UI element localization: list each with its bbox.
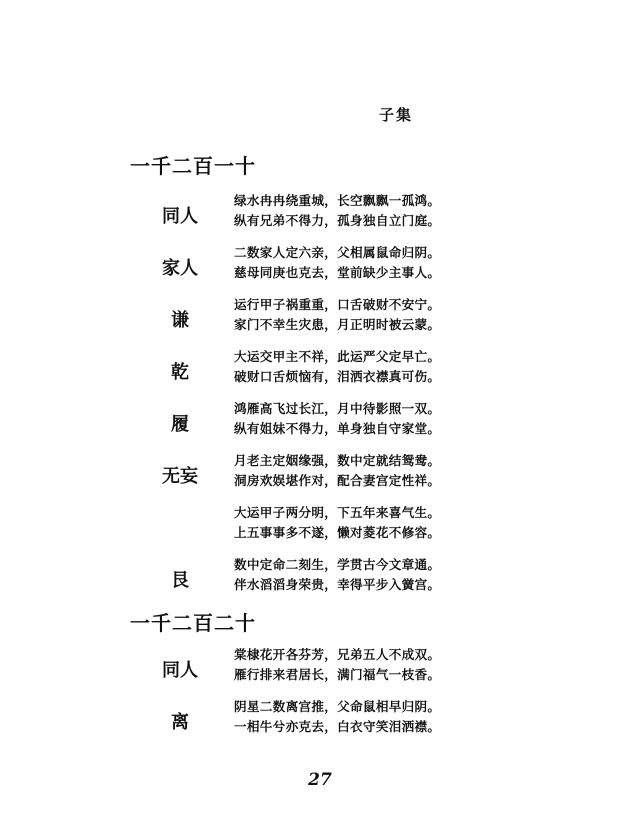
- verse-entry: [130, 243, 490, 287]
- verse-line: 上五事事多不遂，懒对菱花不修容。: [234, 525, 441, 540]
- entry-label: 同人: [162, 206, 198, 227]
- verse-text: [234, 645, 474, 685]
- verse-line: 运行甲子祸重重，口舌破财不安宁。: [234, 297, 441, 312]
- verse-text: [234, 243, 474, 283]
- entry-label: 履: [171, 414, 189, 435]
- section-title: 一千二百二十: [130, 611, 256, 635]
- verse-line: 纵有姐妹不得力，单身独自守家堂。: [234, 421, 441, 436]
- verse-line: 破财口舌烦恼有，泪洒衣襟真可伤。: [234, 369, 441, 384]
- entry-label: 家人: [162, 258, 198, 279]
- entry-label: 离: [171, 712, 189, 733]
- verse-entry: [130, 555, 490, 599]
- entry-label: 无妄: [162, 466, 198, 487]
- verse-line: 数中定命二刻生，学贯古今文章通。: [234, 557, 441, 572]
- verse-line: 慈母同庚也克去，堂前缺少主事人。: [234, 265, 441, 280]
- verse-line: 鸿雁高飞过长江，月中待影照一双。: [234, 401, 441, 416]
- verse-line: 二数家人定六亲，父相属鼠命归阴。: [234, 245, 441, 260]
- verse-text: [234, 399, 474, 439]
- verse-text: [234, 191, 474, 231]
- verse-entry: [130, 451, 490, 495]
- verse-entry: [130, 399, 490, 443]
- verse-text: [234, 347, 474, 387]
- verse-line: 棠棣花开各芬芳，兄弟五人不成双。: [234, 647, 441, 662]
- verse-line: 绿水冉冉绕重城，长空飘飘一孤鸿。: [234, 193, 441, 208]
- verse-entry: [130, 191, 490, 235]
- verse-line: 家门不幸生灾患，月正明时被云蒙。: [234, 317, 441, 332]
- entry-label: 乾: [171, 362, 189, 383]
- verse-line: 纵有兄弟不得力，孤身独自立门庭。: [234, 213, 441, 228]
- verse-line: 大运交甲主不祥，此运严父定早亡。: [234, 349, 441, 364]
- verse-text: [234, 503, 474, 543]
- verse-line: 大运甲子两分明，下五年来喜气生。: [234, 505, 441, 520]
- verse-entry: [130, 347, 490, 391]
- verse-text: [234, 295, 474, 335]
- verse-line: 月老主定姻缘强，数中定就结鸳鸯。: [234, 453, 441, 468]
- page-header: 子集: [379, 106, 414, 124]
- verse-line: 一相牛兮亦克去，白衣守笑泪洒襟。: [234, 719, 441, 734]
- verse-entry: [130, 295, 490, 339]
- entry-label: 同人: [162, 660, 198, 681]
- entry-label: 艮: [171, 570, 189, 591]
- verse-text: [234, 697, 474, 737]
- section-title: 一千二百一十: [130, 154, 256, 178]
- verse-entry: [130, 503, 490, 547]
- verse-entry: [130, 697, 490, 741]
- entry-label: 谦: [171, 310, 189, 331]
- page-number: 27: [308, 770, 332, 790]
- verse-line: 阴星二数离宫推，父命鼠相早归阴。: [234, 699, 441, 714]
- verse-entry: [130, 645, 490, 689]
- verse-line: 洞房欢娱堪作对，配合妻宫定性祥。: [234, 473, 441, 488]
- verse-text: [234, 555, 474, 595]
- verse-text: [234, 451, 474, 491]
- verse-line: 伴水滔滔身荣贵，幸得平步入黉宫。: [234, 577, 441, 592]
- verse-line: 雁行排来君居长，满门福气一枝香。: [234, 667, 441, 682]
